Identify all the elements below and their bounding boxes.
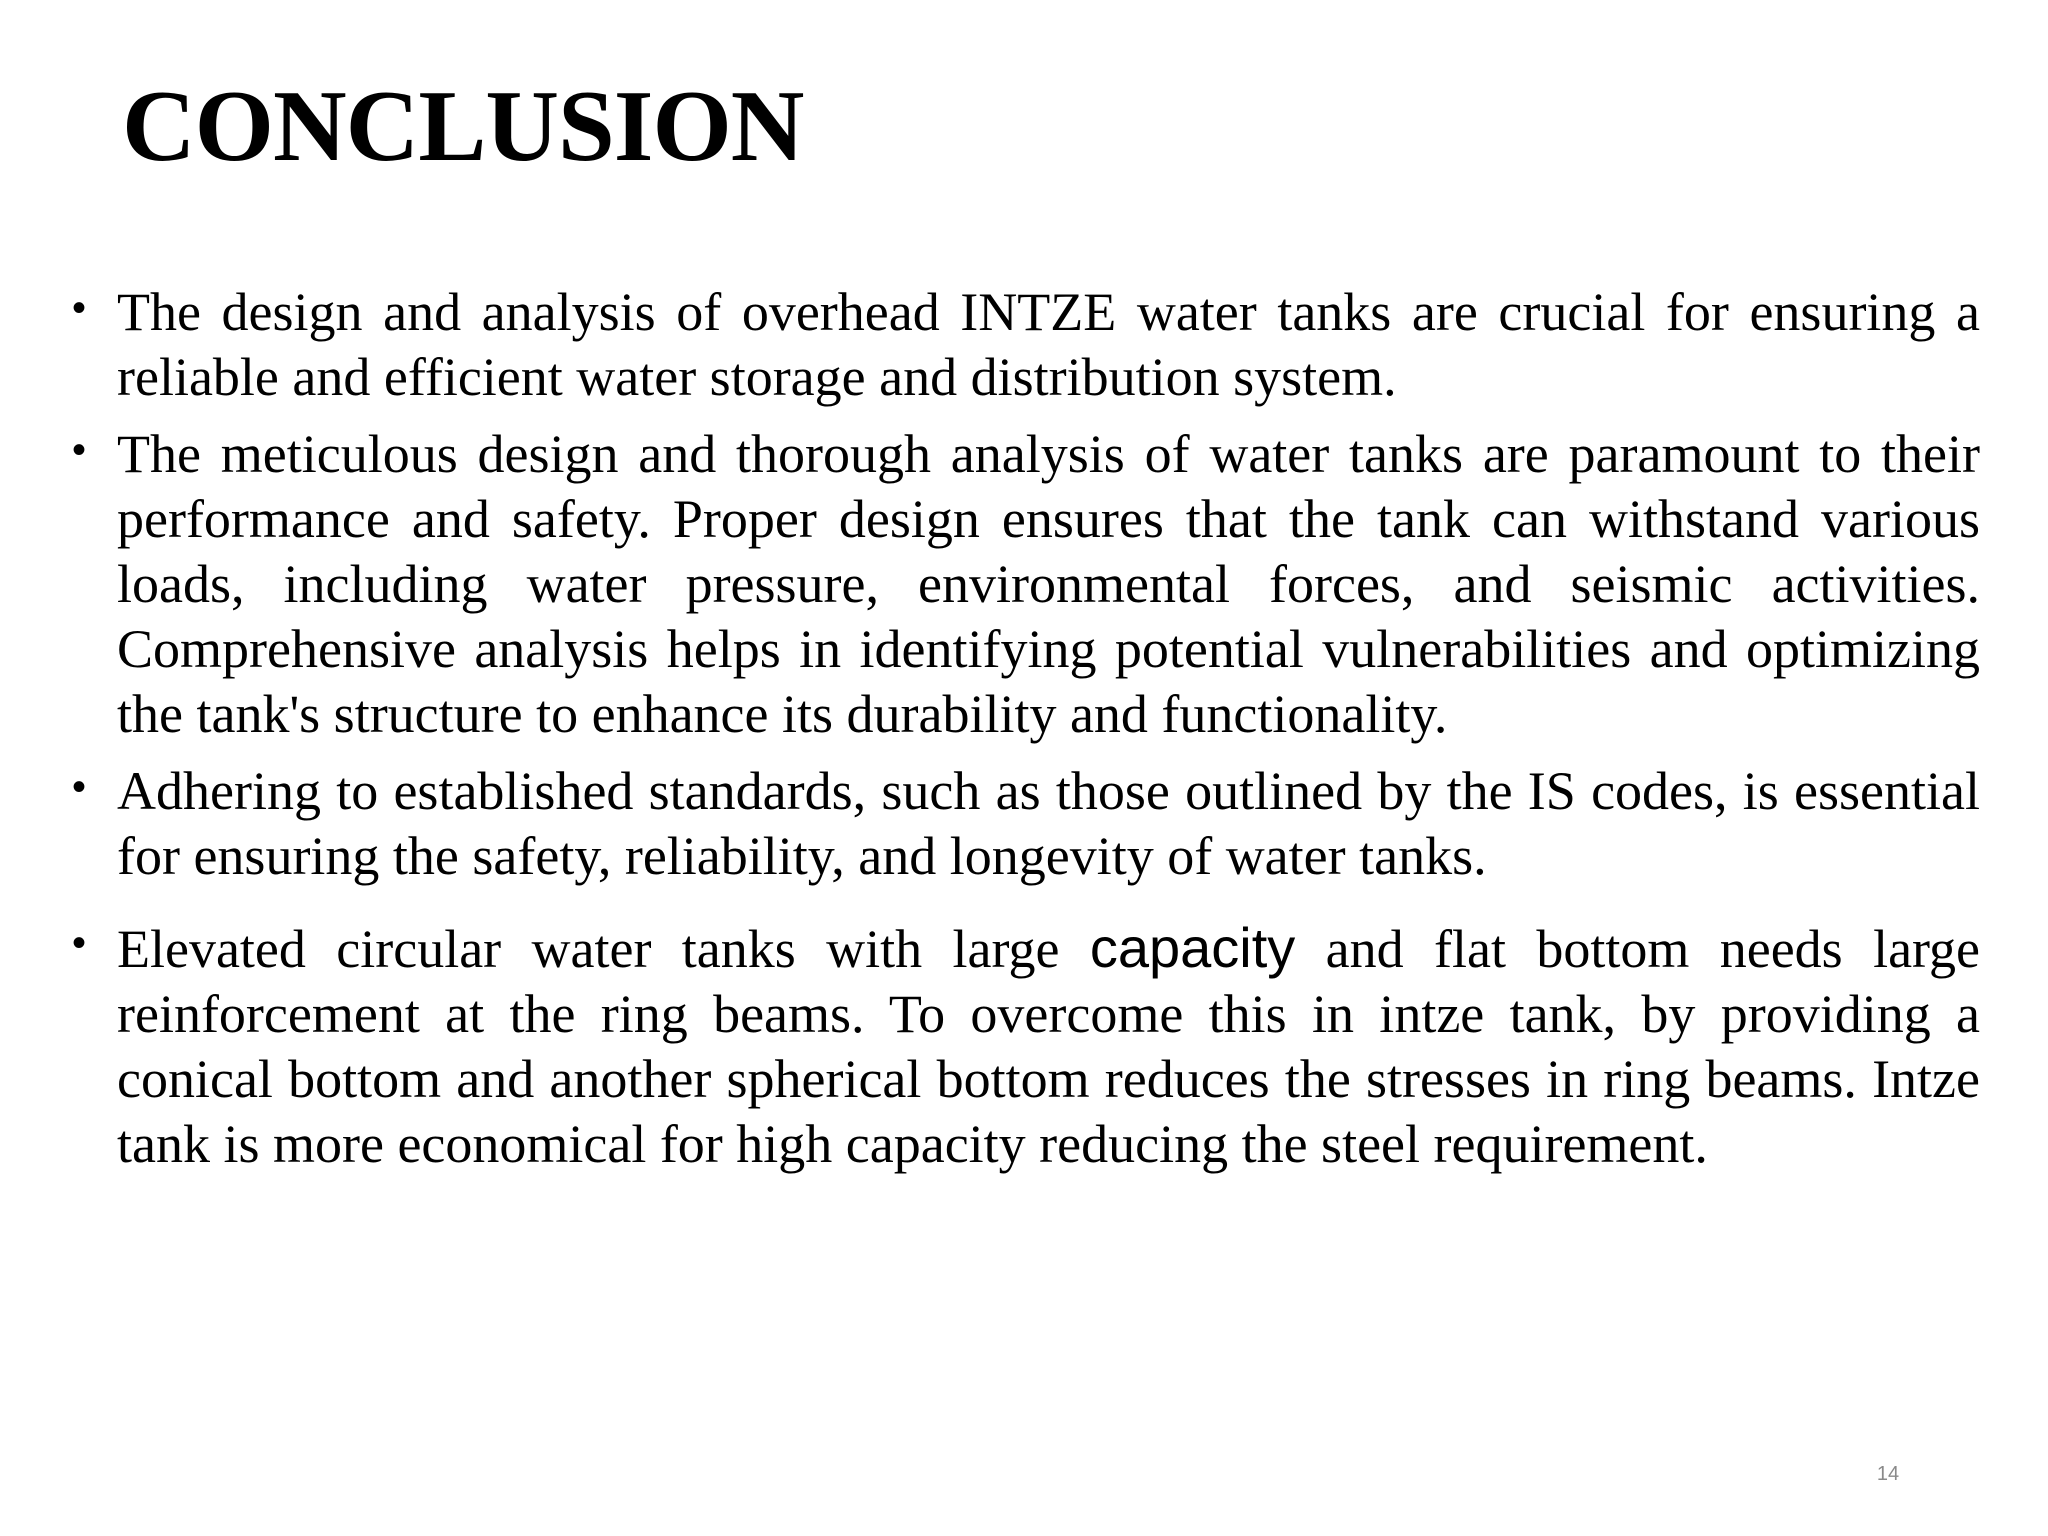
bullet-item — [72, 915, 1980, 1177]
bullet-text-highlight: capacity — [1089, 916, 1296, 979]
bullet-text-part: Elevated circular water tanks with large — [117, 919, 1090, 979]
bullet-dot-icon: • — [72, 765, 87, 809]
bullet-text: The design and analysis of overhead INTZE water tanks are crucial for ensuring a reliable and efficient water storage and distribution system. — [117, 282, 1980, 407]
bullet-dot-icon: • — [72, 921, 87, 965]
bullet-item — [72, 280, 1980, 410]
bullet-text: Adhering to established standards, such as those outlined by the IS codes, is essential for ensuring the safety, reliability, and longevity of water tanks. — [117, 761, 1980, 886]
bullet-text: The meticulous design and thorough analysis of water tanks are paramount to their performance and safety. Proper design ensures that the tank can withstand various loads, including water pressure, environmental forces, and seismic activities. Comprehensive analysis helps in identifying potential vulnerabilities and optimizing the tank's structure to enhance its durability and functionality. — [117, 424, 1980, 744]
bullet-text-part: and flat bottom needs large reinforcement at the ring beams. To overcome this in intze tank, by providing a conical bottom and another spherical bottom reduces the stresses in ring beams. Intze tank is more economical for high capacity reducing the steel requirement. — [117, 919, 1981, 1174]
bullet-list — [72, 280, 1980, 1189]
bullet-item — [72, 422, 1980, 747]
page-number: 14 — [1876, 1463, 1900, 1485]
slide-title: CONCLUSION — [122, 70, 804, 183]
bullet-item — [72, 759, 1980, 889]
bullet-text — [117, 916, 1981, 1174]
bullet-dot-icon: • — [72, 428, 87, 472]
bullet-dot-icon: • — [72, 286, 87, 330]
